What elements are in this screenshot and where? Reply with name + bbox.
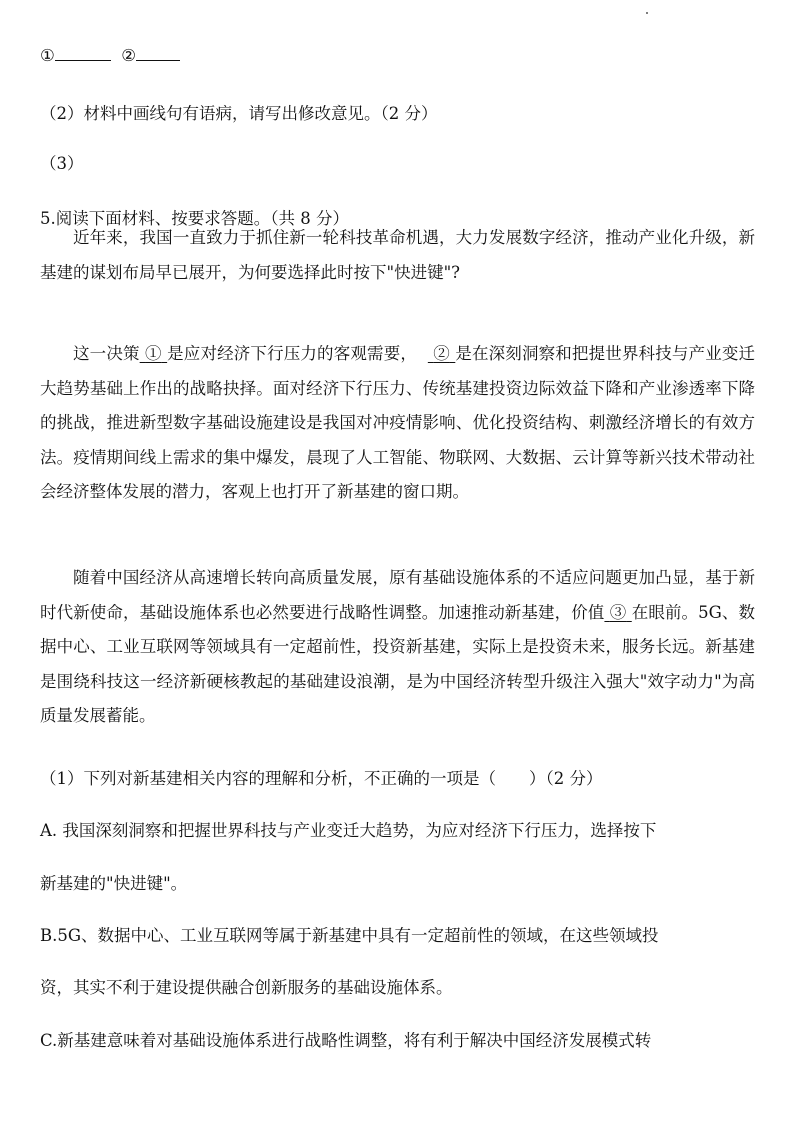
p2-marker-2: ② [433, 344, 450, 363]
p3-text-b: 在眼前。5G、数据中心、工业互联网等领域具有一定超前性，投资新基建，实际上是投资未来，服务长远。新基建是围绕科技这一经济新硬核教起的基础建设浪潮，是为中国经济转型升级注入强大"效字动力"为高质量发展蓄能。 [40, 602, 756, 725]
scan-dot [646, 12, 648, 14]
q5-paragraph-3 [40, 561, 755, 734]
p2-marker-1: ① [145, 344, 162, 363]
blank-1-label: ① [40, 46, 55, 65]
option-a-line-1: A. 我国深刻洞察和把握世界科技与产业变迁大趋势，为应对经济下行压力，选择按下 [40, 821, 657, 840]
option-b-line-2: 资，其实不利于建设提供融合创新服务的基础设施体系。 [40, 978, 453, 997]
blank-1-line[interactable] [55, 46, 111, 61]
q4-sub2: （2）材料中画线句有语病，请写出修改意见。（2 分） [40, 104, 438, 123]
p2-text-b: 是应对经济下行压力的客观需要， [167, 344, 418, 363]
option-a-line-2: 新基建的"快进键"。 [40, 874, 188, 893]
option-c-line-1: C.新基建意味着对基础设施体系进行战略性调整，将有利于解决中国经济发展模式转 [40, 1031, 652, 1050]
blank-2-label: ② [121, 46, 137, 65]
q5-sub1: （1）下列对新基建相关内容的理解和分析，不正确的一项是（ ）（2 分） [40, 769, 603, 788]
p3-marker-3: ③ [609, 602, 627, 622]
answer-blanks-line [40, 46, 180, 65]
q5-paragraph-1: 近年来，我国一直致力于抓住新一轮科技革命机遇，大力发展数字经济，推动产业化升级，新基建的谋划布局早已展开，为何要选择此时按下"快进键"? [40, 228, 755, 282]
p2-text-c: 是在深刻洞察和把提世界科技与产业变迁大趋势基础上作出的战略抉择。面对经济下行压力、传统基建投资边际效益下降和产业渗透率下降的挑战，推进新型数字基础设施建设是我国对冲疫情影响、优化投资结构、刺激经济增长的有效方法。疫情期间线上需求的集中爆发，晨现了人工智能、物联网、大数据、云计算等新兴技术带动社会经济整体发展的潜力，客观上也打开了新基建的窗口期。 [40, 344, 756, 501]
p3-text-a: 随着中国经济从高速增长转向高质量发展，原有基础设施体系的不适应问题更加凸显，基于新时代新使命，基础设施体系也必然要进行战略性调整。加速推动新基建，价值 [40, 568, 755, 622]
blank-2-line[interactable] [136, 46, 180, 61]
q5-title: 5.阅读下面材料、按要求答题。（共 8 分） [40, 209, 349, 228]
q4-sub3: （3） [40, 154, 84, 173]
option-b-line-1: B.5G、数据中心、工业互联网等属于新基建中具有一定超前性的领域，在这些领域投 [40, 926, 659, 945]
p2-text-a: 这一决策 [73, 344, 140, 363]
q5-paragraph-2 [40, 337, 755, 510]
